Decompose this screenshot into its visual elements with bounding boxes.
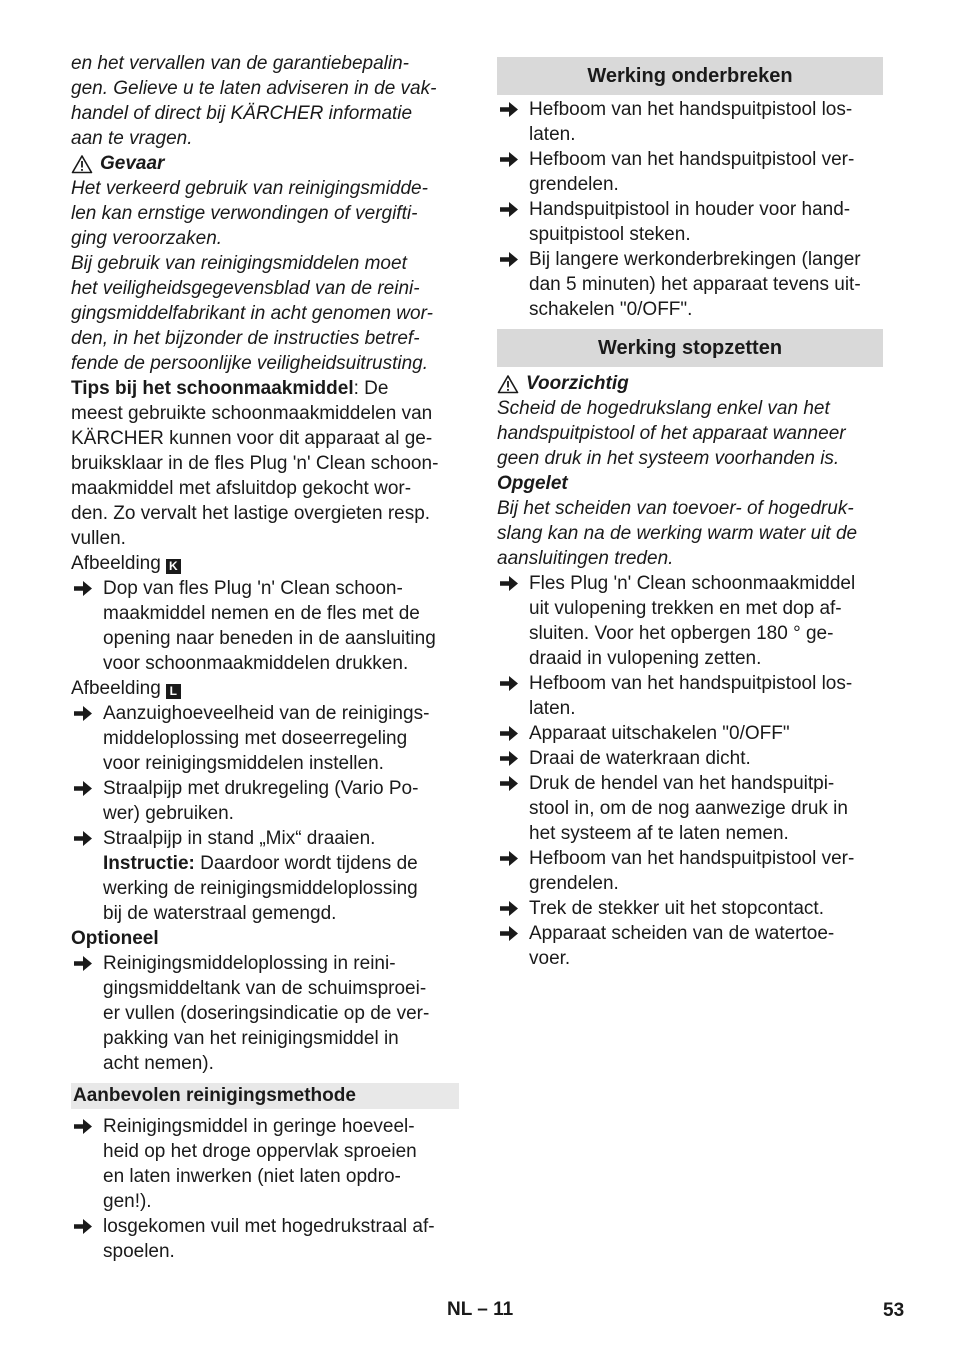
arrow-right-icon xyxy=(497,896,521,921)
caution-text: Scheid de hogedrukslang enkel van het handspuitpistool of het apparaat wanneer geen druk in het systeem voorhanden is. xyxy=(497,398,846,469)
figure-ref-l: Afbeelding L xyxy=(71,676,459,701)
step-item: Aanzuighoeveelheid van de reinigings- middeloplossing met doseerregeling voor reinigingsmiddelen instellen. xyxy=(71,701,459,776)
attention-text: Bij het scheiden van toevoer- of hogedruk- slang kan na de werking warm water uit de aansluitingen treden. xyxy=(497,498,858,569)
arrow-right-icon xyxy=(497,846,521,871)
interrupt-title: Werking onderbreken xyxy=(587,65,793,87)
danger-text: Het verkeerd gebruik van reinigingsmidde- len kan ernstige verwondingen of vergifti- ging veroorzaken. Bij gebruik van reinigingsmiddelen moet het veiligheidsgegevensblad van de reini- gingsmiddelfabrikant in acht genomen wor- den, in het bijzonder de instructies betref- fende de persoonlijke veiligheidsuitrusting. xyxy=(71,178,433,374)
left-column xyxy=(71,51,459,1264)
tips-paragraph: Tips bij het schoonmaakmiddel: De meest gebruikte schoonmaakmiddelen van KÄRCHER kunnen voor dit apparaat al ge- bruiksklaar in de fles Plug 'n' Clean schoon- maakmiddel met afsluitdop gekocht wor- den. Zo vervalt het lastige overgieten resp. vullen. xyxy=(71,378,439,549)
step-item: Dop van fles Plug 'n' Clean schoon- maakmiddel nemen en de fles met de opening naar beneden in de aansluiting voor schoonmaakmiddelen drukken. xyxy=(71,576,459,676)
caution-label: Voorzichtig xyxy=(526,373,629,394)
tips-title: Tips bij het schoonmaakmiddel xyxy=(71,378,354,399)
danger-heading xyxy=(71,151,459,176)
arrow-right-icon xyxy=(497,921,521,946)
arrow-right-icon xyxy=(497,97,521,122)
step-item: Fles Plug 'n' Clean schoonmaakmiddel uit vulopening trekken en met dop af- sluiten. Voor het opbergen 180 ° ge- draaid in vulopening zetten. xyxy=(497,571,883,671)
warning-triangle-icon xyxy=(497,374,519,394)
arrow-right-icon xyxy=(71,826,95,851)
instruction-label: Instructie: xyxy=(103,853,195,874)
optional-title: Optioneel xyxy=(71,928,159,949)
step-item: Bij langere werkonderbrekingen (langer dan 5 minuten) het apparaat tevens uit- schakelen "0/OFF". xyxy=(497,247,883,322)
arrow-right-icon xyxy=(497,746,521,771)
arrow-right-icon xyxy=(497,147,521,172)
step-item: Hefboom van het handspuitpistool los- laten. xyxy=(497,671,883,721)
arrow-right-icon xyxy=(497,197,521,222)
footer-language-page: NL – 11 xyxy=(447,1299,514,1320)
footer-page-number: 53 xyxy=(883,1300,905,1321)
step-item: Apparaat uitschakelen "0/OFF" xyxy=(497,721,883,746)
figure-k-badge: K xyxy=(166,559,181,574)
arrow-right-icon xyxy=(497,247,521,272)
step-item: Reinigingsmiddel in geringe hoeveel- heid op het droge oppervlak sproeien en laten inwerken (niet laten opdro- gen!). xyxy=(71,1114,459,1214)
stop-section-header xyxy=(497,329,883,367)
step-item: Straalpijp in stand „Mix“ draaien. Instructie: Daardoor wordt tijdens de werking de reinigingsmiddeloplossing bij de waterstraal gemengd. xyxy=(71,826,459,926)
arrow-right-icon xyxy=(497,671,521,696)
step-item: Straalpijp met drukregeling (Vario Po- wer) gebruiken. xyxy=(71,776,459,826)
arrow-right-icon xyxy=(71,576,95,601)
method-title: Aanbevolen reinigingsmethode xyxy=(73,1085,356,1106)
arrow-right-icon xyxy=(497,721,521,746)
method-section-header xyxy=(71,1083,459,1109)
arrow-right-icon xyxy=(71,701,95,726)
figure-ref-k: Afbeelding K xyxy=(71,551,459,576)
right-column xyxy=(497,57,883,971)
step-item: losgekomen vuil met hogedrukstraal af- spoelen. xyxy=(71,1214,459,1264)
arrow-right-icon xyxy=(71,1214,95,1239)
interrupt-section-header xyxy=(497,57,883,95)
step-item: Hefboom van het handspuitpistool los- laten. xyxy=(497,97,883,147)
step-item: Trek de stekker uit het stopcontact. xyxy=(497,896,883,921)
arrow-right-icon xyxy=(497,571,521,596)
figure-l-badge: L xyxy=(166,684,181,699)
step-item: Druk de hendel van het handspuitpi- stool in, om de nog aanwezige druk in het systeem af te laten nemen. xyxy=(497,771,883,846)
arrow-right-icon xyxy=(71,1114,95,1139)
step-item: Reinigingsmiddeloplossing in reini- gingsmiddeltank van de schuimsproei- er vullen (doseringsindicatie op de ver- pakking van het reinigingsmiddel in acht nemen). xyxy=(71,951,459,1076)
arrow-right-icon xyxy=(71,951,95,976)
caution-heading xyxy=(497,371,883,396)
stop-title: Werking stopzetten xyxy=(597,337,783,359)
step-item: Apparaat scheiden van de watertoe- voer. xyxy=(497,921,883,971)
step-item: Hefboom van het handspuitpistool ver- grendelen. xyxy=(497,846,883,896)
step-item: Hefboom van het handspuitpistool ver- grendelen. xyxy=(497,147,883,197)
step-item: Draai de waterkraan dicht. xyxy=(497,746,883,771)
instruction-note: Instructie: Daardoor wordt tijdens de xyxy=(103,853,418,874)
intro-paragraph: en het vervallen van de garantiebepalin- gen. Gelieve u te laten adviseren in de vak- handel of direct bij KÄRCHER informatie aan te vragen. xyxy=(71,53,437,149)
arrow-right-icon xyxy=(71,776,95,801)
step-item: Handspuitpistool in houder voor hand- spuitpistool steken. xyxy=(497,197,883,247)
arrow-right-icon xyxy=(497,771,521,796)
attention-label: Opgelet xyxy=(497,473,568,494)
danger-label: Gevaar xyxy=(100,153,165,174)
warning-triangle-icon xyxy=(71,154,93,174)
